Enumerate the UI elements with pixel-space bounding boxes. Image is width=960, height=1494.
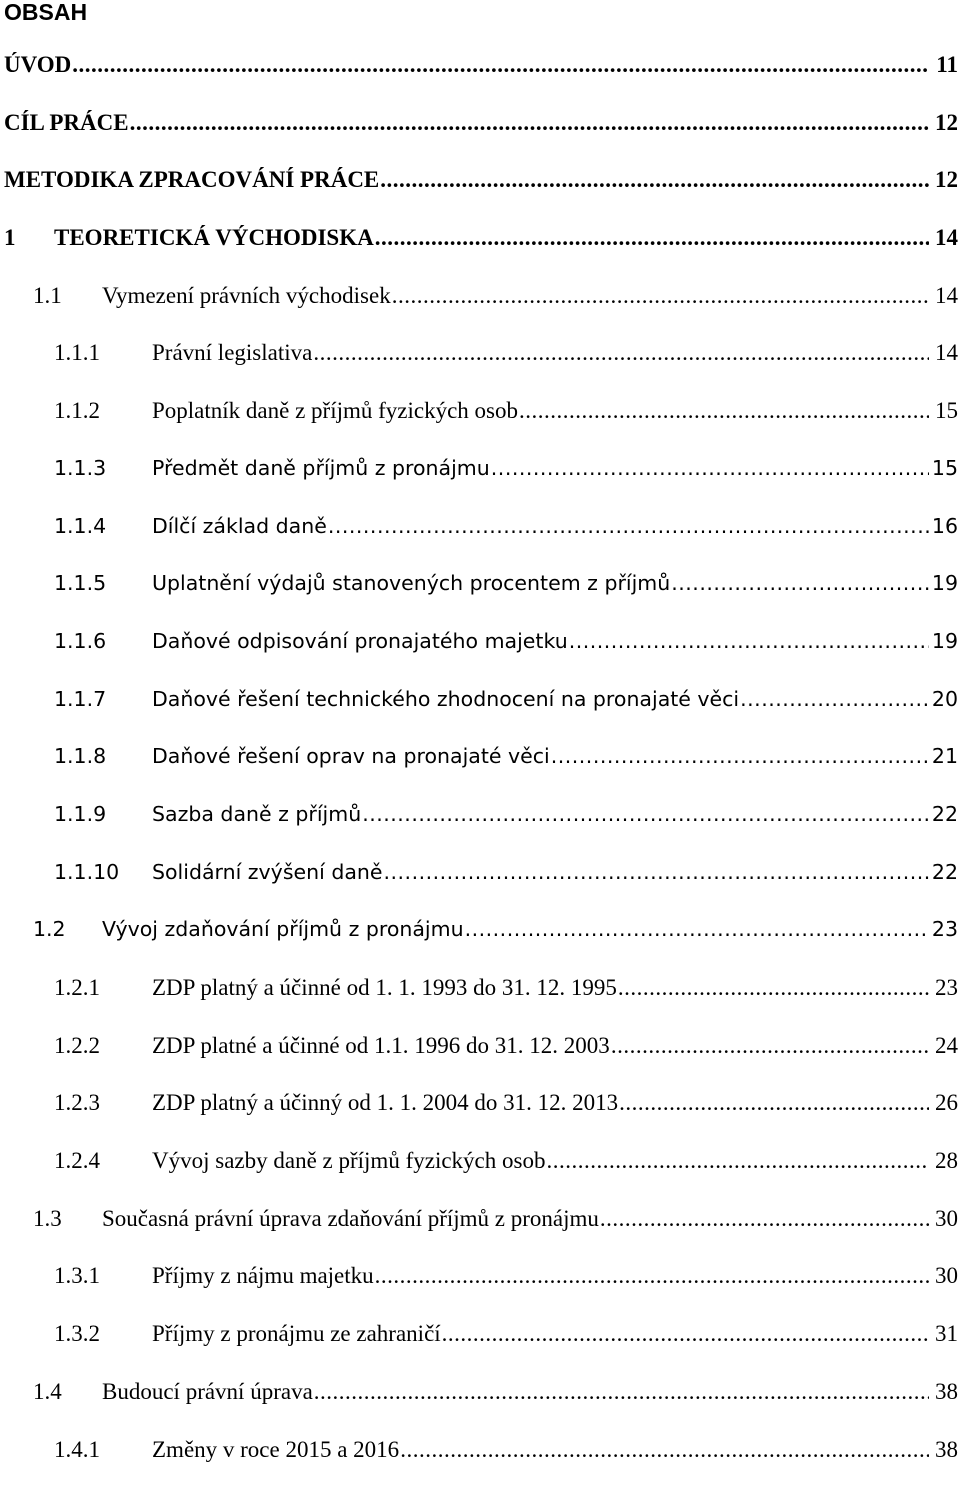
toc-entry-title[interactable]: Vývoj sazby daně z příjmů fyzických osob xyxy=(152,1148,545,1174)
toc-entry[interactable] xyxy=(0,1090,960,1148)
toc-entry-page-number[interactable]: 28 xyxy=(930,1148,958,1174)
toc-entry-title[interactable]: Daňové odpisování pronajatého majetku xyxy=(152,629,568,653)
toc-entry[interactable] xyxy=(0,1033,960,1091)
toc-entry[interactable] xyxy=(0,687,960,745)
toc-entry-title[interactable]: Uplatnění výdajů stanovených procentem z příjmů xyxy=(152,571,670,595)
toc-entry-page-number[interactable]: 22 xyxy=(930,802,958,826)
toc-dot-leader xyxy=(313,340,929,366)
toc-entry-title[interactable]: Budoucí právní úprava xyxy=(102,1379,313,1405)
toc-entry-number: 1.1.8 xyxy=(0,744,152,768)
toc-dot-leader xyxy=(611,1033,929,1059)
toc-entry-number: 1.3.2 xyxy=(0,1321,152,1347)
toc-entry-title[interactable]: Dílčí základ daně xyxy=(152,514,327,538)
toc-dot-leader xyxy=(546,1148,929,1174)
toc-entry-number: 1.1.6 xyxy=(0,629,152,653)
toc-entry-page-number[interactable]: 16 xyxy=(930,514,958,538)
toc-dot-leader xyxy=(600,1206,929,1232)
toc-entry[interactable] xyxy=(0,52,960,110)
toc-entry-number: 1.1.10 xyxy=(0,860,152,884)
toc-entry-number: 1.2.2 xyxy=(0,1033,152,1059)
toc-entry-title[interactable]: Vývoj zdaňování příjmů z pronájmu xyxy=(102,917,464,941)
toc-entry-page-number[interactable]: 38 xyxy=(930,1379,958,1405)
toc-entry[interactable] xyxy=(0,802,960,860)
toc-entry-title[interactable]: Předmět daně příjmů z pronájmu xyxy=(152,456,490,480)
toc-entry-page-number[interactable]: 14 xyxy=(930,340,958,366)
toc-entry-number: 1.1.9 xyxy=(0,802,152,826)
toc-entry-title[interactable]: Sazba daně z příjmů xyxy=(152,802,361,826)
toc-entry-page-number[interactable]: 11 xyxy=(930,52,958,78)
toc-dot-leader xyxy=(442,1321,929,1347)
toc-entry-title[interactable]: Poplatník daně z příjmů fyzických osob xyxy=(152,398,518,424)
toc-entry-page-number[interactable]: 30 xyxy=(930,1263,958,1289)
toc-entry[interactable] xyxy=(0,225,960,283)
toc-dot-leader xyxy=(400,1437,929,1463)
toc-entry-page-number[interactable]: 23 xyxy=(930,975,958,1001)
toc-dot-leader xyxy=(72,52,929,78)
toc-entry-number: 1.2.4 xyxy=(0,1148,152,1174)
toc-dot-leader xyxy=(380,167,929,193)
toc-entry[interactable] xyxy=(0,398,960,456)
toc-entry-number: 1.1.4 xyxy=(0,514,152,538)
toc-dot-leader xyxy=(314,1379,929,1405)
toc-dot-leader xyxy=(375,1263,929,1289)
toc-entry-number: 1.4.1 xyxy=(0,1437,152,1463)
toc-dot-leader xyxy=(465,917,929,941)
toc-entry-page-number[interactable]: 22 xyxy=(930,860,958,884)
toc-entry-number: 1 xyxy=(0,225,54,251)
toc-dot-leader xyxy=(569,629,929,653)
toc-entry-page-number[interactable]: 14 xyxy=(930,225,958,251)
toc-entry-page-number[interactable]: 12 xyxy=(930,110,958,136)
toc-entry-title[interactable]: METODIKA ZPRACOVÁNÍ PRÁCE xyxy=(4,167,379,193)
toc-dot-leader xyxy=(671,571,929,595)
toc-entry-page-number[interactable]: 20 xyxy=(930,687,958,711)
toc-dot-leader xyxy=(618,975,929,1001)
toc-dot-leader xyxy=(130,110,929,136)
toc-entry[interactable] xyxy=(0,514,960,572)
toc-entry-number: 1.1.1 xyxy=(0,340,152,366)
toc-entry-page-number[interactable]: 15 xyxy=(930,456,958,480)
toc-entry[interactable] xyxy=(0,1379,960,1437)
toc-entry-number: 1.2.1 xyxy=(0,975,152,1001)
toc-entry[interactable] xyxy=(0,110,960,168)
toc-entry-page-number[interactable]: 21 xyxy=(930,744,958,768)
toc-entry-page-number[interactable]: 14 xyxy=(930,283,958,309)
toc-entry-title[interactable]: ZDP platný a účinný od 1. 1. 2004 do 31. 12. 2013 xyxy=(152,1090,618,1116)
toc-entry[interactable] xyxy=(0,1206,960,1264)
toc-entry-title[interactable]: Změny v roce 2015 a 2016 xyxy=(152,1437,399,1463)
toc-entry-page-number[interactable]: 19 xyxy=(930,629,958,653)
toc-entry[interactable] xyxy=(0,744,960,802)
toc-entry-title[interactable]: Právní legislativa xyxy=(152,340,312,366)
toc-entry-page-number[interactable]: 31 xyxy=(930,1321,958,1347)
toc-dot-leader xyxy=(740,687,929,711)
toc-entry[interactable] xyxy=(0,629,960,687)
toc-entry-number: 1.1.5 xyxy=(0,571,152,595)
toc-entry-number: 1.1.7 xyxy=(0,687,152,711)
toc-entry-number: 1.4 xyxy=(0,1379,102,1405)
toc-entry-page-number[interactable]: 26 xyxy=(930,1090,958,1116)
toc-entry-title[interactable]: Daňové řešení oprav na pronajaté věci xyxy=(152,744,550,768)
toc-entry[interactable] xyxy=(0,860,960,918)
toc-heading: OBSAH xyxy=(4,0,87,32)
toc-entry[interactable] xyxy=(0,167,960,225)
toc-entry-title[interactable]: Vymezení právních východisek xyxy=(102,283,391,309)
toc-entry[interactable] xyxy=(0,340,960,398)
toc-entry[interactable] xyxy=(0,571,960,629)
toc-entry[interactable] xyxy=(0,1148,960,1206)
toc-entry-number: 1.2.3 xyxy=(0,1090,152,1116)
toc-entry-number: 1.2 xyxy=(0,917,102,941)
toc-entry-title[interactable]: ZDP platné a účinné od 1.1. 1996 do 31. 12. 2003 xyxy=(152,1033,610,1059)
toc-entry-number: 1.1.3 xyxy=(0,456,152,480)
toc-entry-page-number[interactable]: 19 xyxy=(930,571,958,595)
toc-entry-page-number[interactable]: 15 xyxy=(930,398,958,424)
toc-dot-leader xyxy=(375,225,929,251)
toc-entry-number: 1.1.2 xyxy=(0,398,152,424)
toc-entry-page-number[interactable]: 38 xyxy=(930,1437,958,1463)
toc-entry[interactable] xyxy=(0,1263,960,1321)
toc-entry-number: 1.3 xyxy=(0,1206,102,1232)
toc-dot-leader xyxy=(551,744,929,768)
toc-entry[interactable] xyxy=(0,1437,960,1494)
toc-entry-title[interactable]: Daňové řešení technického zhodnocení na pronajaté věci xyxy=(152,687,739,711)
toc-entry[interactable] xyxy=(0,975,960,1033)
toc-entry-title[interactable]: Příjmy z nájmu majetku xyxy=(152,1263,374,1289)
toc-dot-leader xyxy=(491,456,929,480)
toc-entry-page-number[interactable]: 24 xyxy=(930,1033,958,1059)
toc-entry-page-number[interactable]: 30 xyxy=(930,1206,958,1232)
toc-entry[interactable] xyxy=(0,1321,960,1379)
toc-entry[interactable] xyxy=(0,917,960,975)
toc-entry-page-number[interactable]: 12 xyxy=(930,167,958,193)
toc-dot-leader xyxy=(328,514,929,538)
toc-entry-number: 1.1 xyxy=(0,283,102,309)
toc-entry-title[interactable]: ÚVOD xyxy=(4,52,71,78)
toc-entry-number: 1.3.1 xyxy=(0,1263,152,1289)
toc-entry-title[interactable]: TEORETICKÁ VÝCHODISKA xyxy=(54,225,374,251)
toc-dot-leader xyxy=(392,283,929,309)
toc-entry-title[interactable]: ZDP platný a účinné od 1. 1. 1993 do 31. 12. 1995 xyxy=(152,975,617,1001)
toc-entry-page-number[interactable]: 23 xyxy=(930,917,958,941)
toc-entry-title[interactable]: Solidární zvýšení daně xyxy=(152,860,383,884)
toc-dot-leader xyxy=(519,398,929,424)
toc-entry-title[interactable]: Současná právní úprava zdaňování příjmů z pronájmu xyxy=(102,1206,599,1232)
toc-dot-leader xyxy=(619,1090,929,1116)
table-of-contents xyxy=(0,52,960,1494)
toc-entry-title[interactable]: Příjmy z pronájmu ze zahraničí xyxy=(152,1321,441,1347)
toc-entry[interactable] xyxy=(0,456,960,514)
toc-entry-title[interactable]: CÍL PRÁCE xyxy=(4,110,129,136)
toc-entry[interactable] xyxy=(0,283,960,341)
toc-dot-leader xyxy=(384,860,930,884)
toc-dot-leader xyxy=(362,802,929,826)
